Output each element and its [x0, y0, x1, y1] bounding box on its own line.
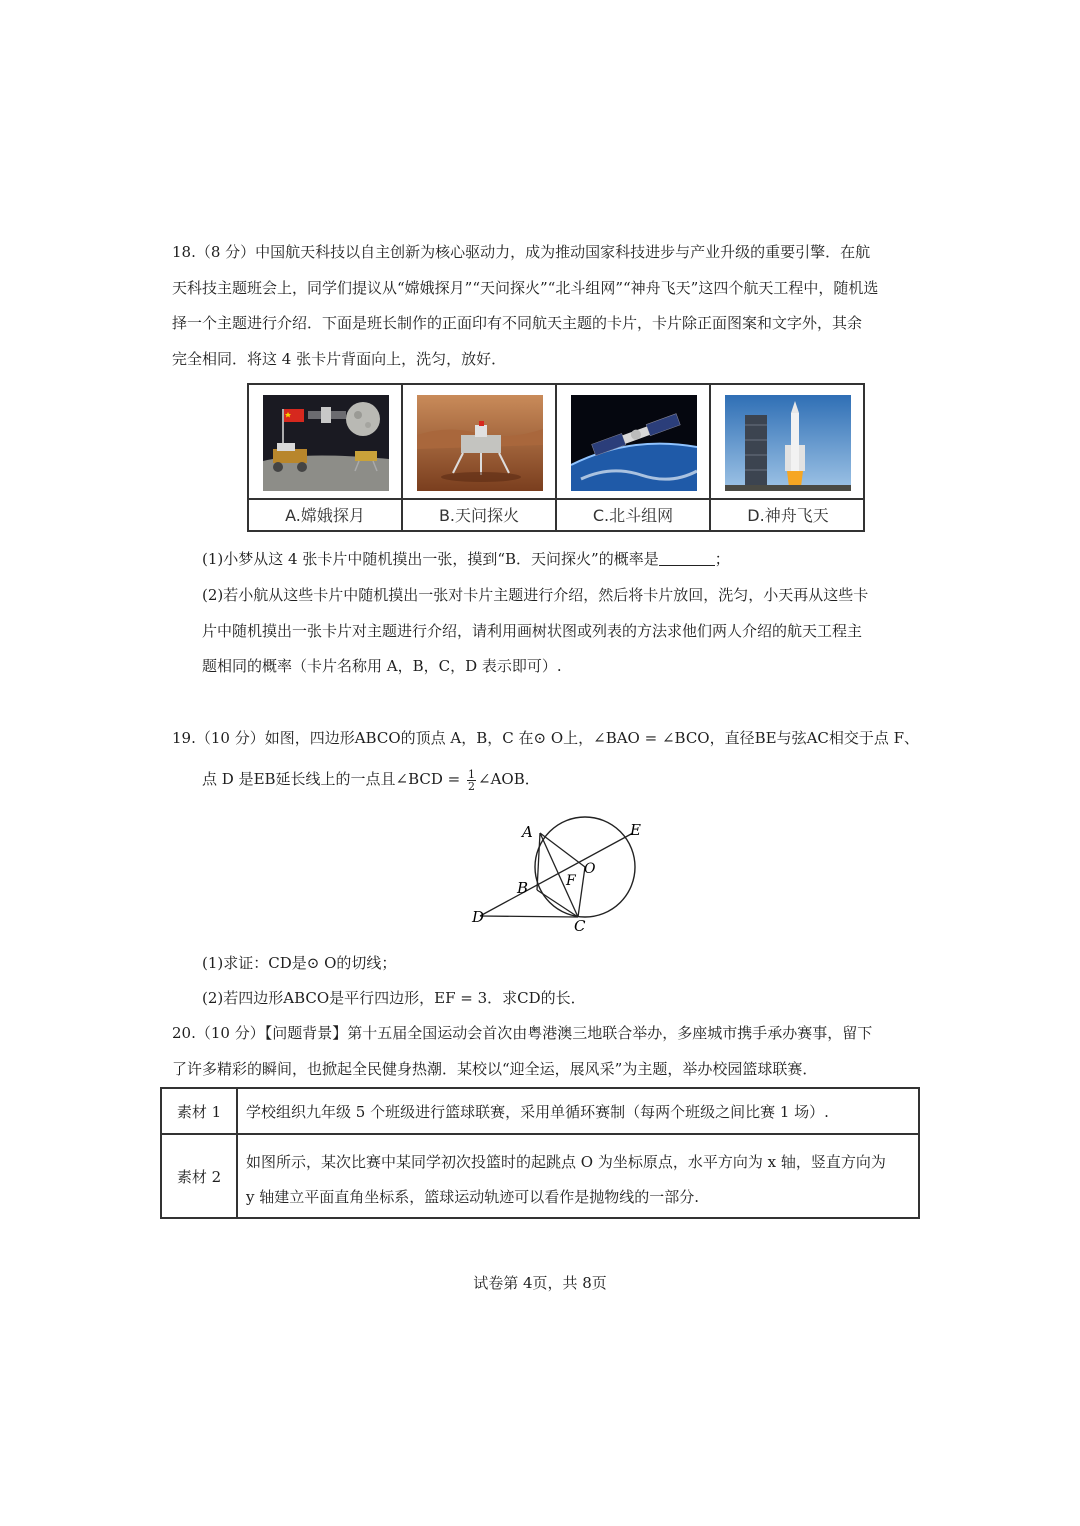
q20-line-2: 了许多精彩的瞬间，也掀起全民健身热潮．某校以“迎全运，展风采”为主题，举办校园篮球联赛． [172, 1060, 818, 1078]
q18-part-1-text: (1)小梦从这 4 张卡片中随机摸出一张，摸到“B．天问探火”的概率是 [202, 550, 659, 568]
q18-part-2-line-2: 片中随机摸出一张卡片对主题进行介绍，请利用画树状图或列表的方法求他们两人介绍的航天工程主 [202, 622, 863, 640]
materials-table [160, 1087, 920, 1219]
label-e: E [630, 821, 641, 839]
q18-part-1-end: ； [714, 550, 730, 568]
q18-line-1: 18.（8 分）中国航天科技以自主创新为核心驱动力，成为推动国家科技进步与产业升级的重要引擎．在航 [172, 243, 871, 261]
tianwen-mars-image [417, 395, 543, 491]
theme-cards-table [247, 383, 865, 532]
fraction-denominator: 2 [468, 779, 476, 793]
card-d-image-cell [711, 385, 865, 498]
q20-line-1: 20.（10 分）【问题背景】第十五届全国运动会首次由粤港澳三地联合举办，多座城市携手承办赛事，留下 [172, 1024, 873, 1042]
q18-part-2-line-1: (2)若小航从这些卡片中随机摸出一张对卡片主题进行介绍，然后将卡片放回，洗匀，小天再从这些卡 [202, 586, 869, 604]
card-c-label: C.北斗组网 [557, 498, 711, 532]
q18-part-2-line-3: 题相同的概率（卡片名称用 A，B，C，D 表示即可）. [202, 657, 562, 675]
q19-line-2-end: ∠AOB． [478, 770, 540, 788]
material-1-row [162, 1089, 918, 1135]
label-o: O [584, 861, 596, 877]
card-a-image-cell [249, 385, 403, 498]
label-b: B [517, 879, 529, 897]
beidou-satellite-image [571, 395, 697, 491]
label-c: C [574, 917, 586, 935]
segment-ab [537, 833, 540, 890]
card-b-label: B.天问探火 [403, 498, 557, 532]
circle-geometry-figure [460, 815, 650, 940]
q19-line-2-text: 点 D 是EB延长线上的一点且∠BCD = [202, 770, 466, 788]
label-f: F [566, 873, 576, 889]
fraction-numerator: 1 [468, 767, 476, 781]
card-c-image-cell [557, 385, 711, 498]
answer-blank [659, 551, 715, 566]
q18-line-2: 天科技主题班会上，同学们提议从“嫦娥探月”“天问探火”“北斗组网”“神舟飞天”这四个航天工程中，随机选 [172, 279, 879, 297]
material-2-line-1: 如图所示，某次比赛中某同学初次投篮时的起跳点 O 为坐标原点，水平方向为 x 轴，竖直方向为 [246, 1153, 886, 1171]
q18-line-3: 择一个主题进行介绍．下面是班长制作的正面印有不同航天主题的卡片，卡片除正面图案和文字外，其余 [172, 314, 863, 332]
chang-e-moon-image [263, 395, 389, 491]
q19-line-2 [202, 768, 540, 792]
half-fraction [467, 769, 476, 792]
card-a-label: A.嫦娥探月 [249, 498, 403, 532]
material-2-row [162, 1135, 918, 1217]
label-a: A [522, 823, 533, 841]
q19-part-2: (2)若四边形ABCO是平行四边形，EF = 3．求CD的长． [202, 989, 586, 1007]
page-footer: 试卷第 4页，共 8页 [473, 1274, 607, 1292]
segment-ao [540, 833, 585, 867]
q19-line-1: 19.（10 分）如图，四边形ABCO的顶点 A，B，C 在⊙ O上，∠BAO = ∠BCO，直径BE与弦AC相交于点 F、 [172, 729, 920, 747]
material-2-line-2: y 轴建立平面直角坐标系，篮球运动轨迹可以看作是抛物线的一部分. [246, 1188, 700, 1206]
card-d-label: D.神舟飞天 [711, 498, 865, 532]
card-b-image-cell [403, 385, 557, 498]
material-2-label: 素材 2 [162, 1135, 238, 1217]
q18-part-1 [202, 548, 730, 570]
label-d: D [472, 908, 485, 926]
material-1-label: 素材 1 [162, 1089, 238, 1133]
material-1-text: 学校组织九年级 5 个班级进行篮球联赛，采用单循环赛制（每两个班级之间比赛 1 场）. [246, 1103, 829, 1121]
q19-part-1: (1)求证：CD是⊙ O的切线； [202, 954, 397, 972]
q18-line-4: 完全相同．将这 4 张卡片背面向上，洗匀，放好． [172, 350, 507, 368]
shenzhou-rocket-image [725, 395, 851, 491]
segment-dc [480, 916, 578, 917]
